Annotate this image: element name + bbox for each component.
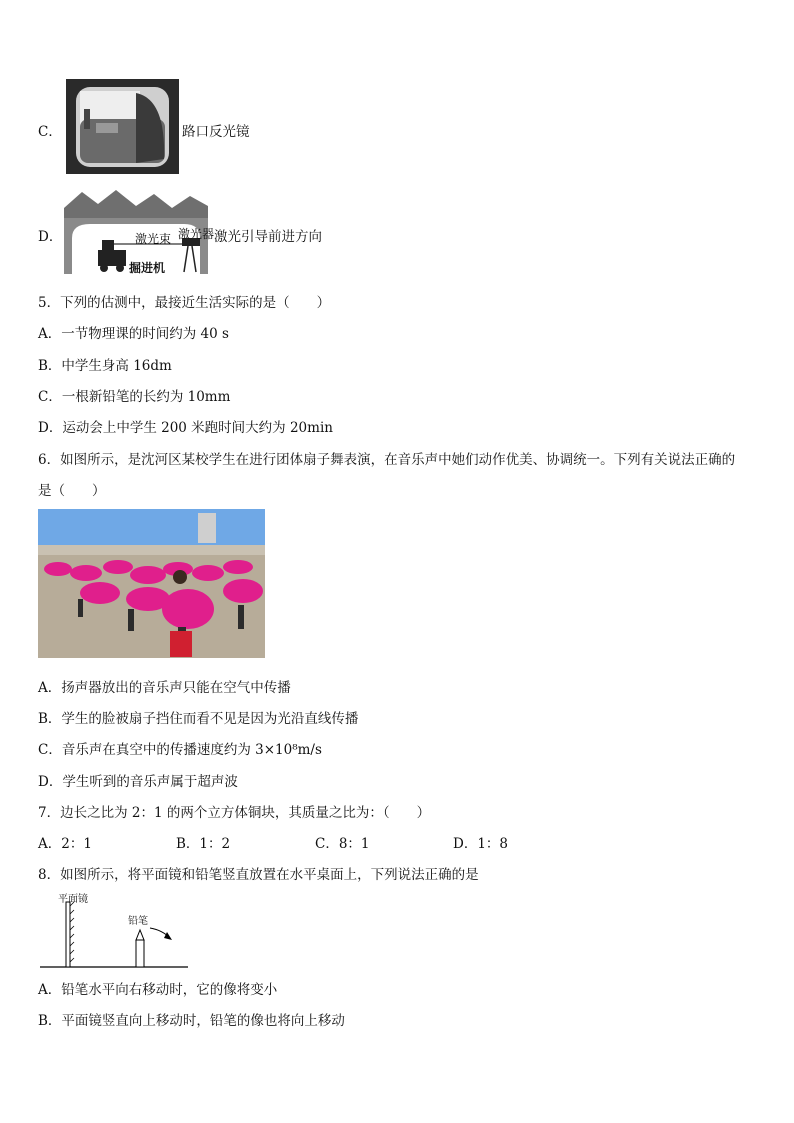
- q6-option-a: A．扬声器放出的音乐声只能在空气中传播: [38, 680, 291, 696]
- q8-option-b: B．平面镜竖直向上移动时，铅笔的像也将向上移动: [38, 1013, 345, 1029]
- q5-option-d: D．运动会上中学生 200 米跑时间大约为 20min: [38, 420, 333, 436]
- option-c-label: C．: [38, 124, 62, 140]
- traffic-mirror-photo: [66, 79, 179, 174]
- laser-beam-label: 激光束: [135, 232, 172, 246]
- mirror-label: 平面镜: [58, 894, 88, 905]
- q6-option-d: D．学生听到的音乐声属于超声波: [38, 774, 238, 790]
- q6-option-b: B．学生的脸被扇子挡住而看不见是因为光沿直线传播: [38, 711, 359, 727]
- q7-option-d: D．1：8: [453, 836, 509, 852]
- q7-stem: 7．边长之比为 2：1 的两个立方体铜块，其质量之比为：（ ）: [38, 805, 431, 821]
- option-d-text: 激光引导前进方向: [214, 229, 322, 245]
- tunneling-machine-label: 掘进机: [129, 261, 166, 275]
- option-c-text: 路口反光镜: [182, 124, 250, 140]
- q5-option-c: C．一根新铅笔的长约为 10mm: [38, 389, 231, 405]
- q8-stem: 8．如图所示，将平面镜和铅笔竖直放置在水平桌面上，下列说法正确的是: [38, 867, 479, 883]
- q6-option-c: C．音乐声在真空中的传播速度约为 3×10⁸m/s: [38, 742, 322, 758]
- q8-option-a: A．铅笔水平向右移动时，它的像将变小: [38, 982, 278, 998]
- q7-option-a: A．2：1: [38, 836, 92, 852]
- q6-stem-line1: 6．如图所示，是沈河区某校学生在进行团体扇子舞表演，在音乐声中她们动作优美、协调统一。下列有关说法正确的: [38, 452, 736, 468]
- q7-option-c: C．8：1: [315, 836, 370, 852]
- q6-stem-line2: 是（ ）: [38, 483, 106, 499]
- q7-option-b: B．1：2: [176, 836, 231, 852]
- fan-dance-photo: [38, 509, 265, 658]
- laser-device-label: 激光器: [178, 227, 215, 241]
- option-d-label: D．: [38, 229, 63, 245]
- pencil-label: 铅笔: [128, 916, 148, 927]
- q5-stem: 5．下列的估测中，最接近生活实际的是（ ）: [38, 295, 331, 311]
- q5-option-b: B．中学生身高 16dm: [38, 358, 172, 374]
- q5-option-a: A．一节物理课的时间约为 40 s: [38, 326, 229, 342]
